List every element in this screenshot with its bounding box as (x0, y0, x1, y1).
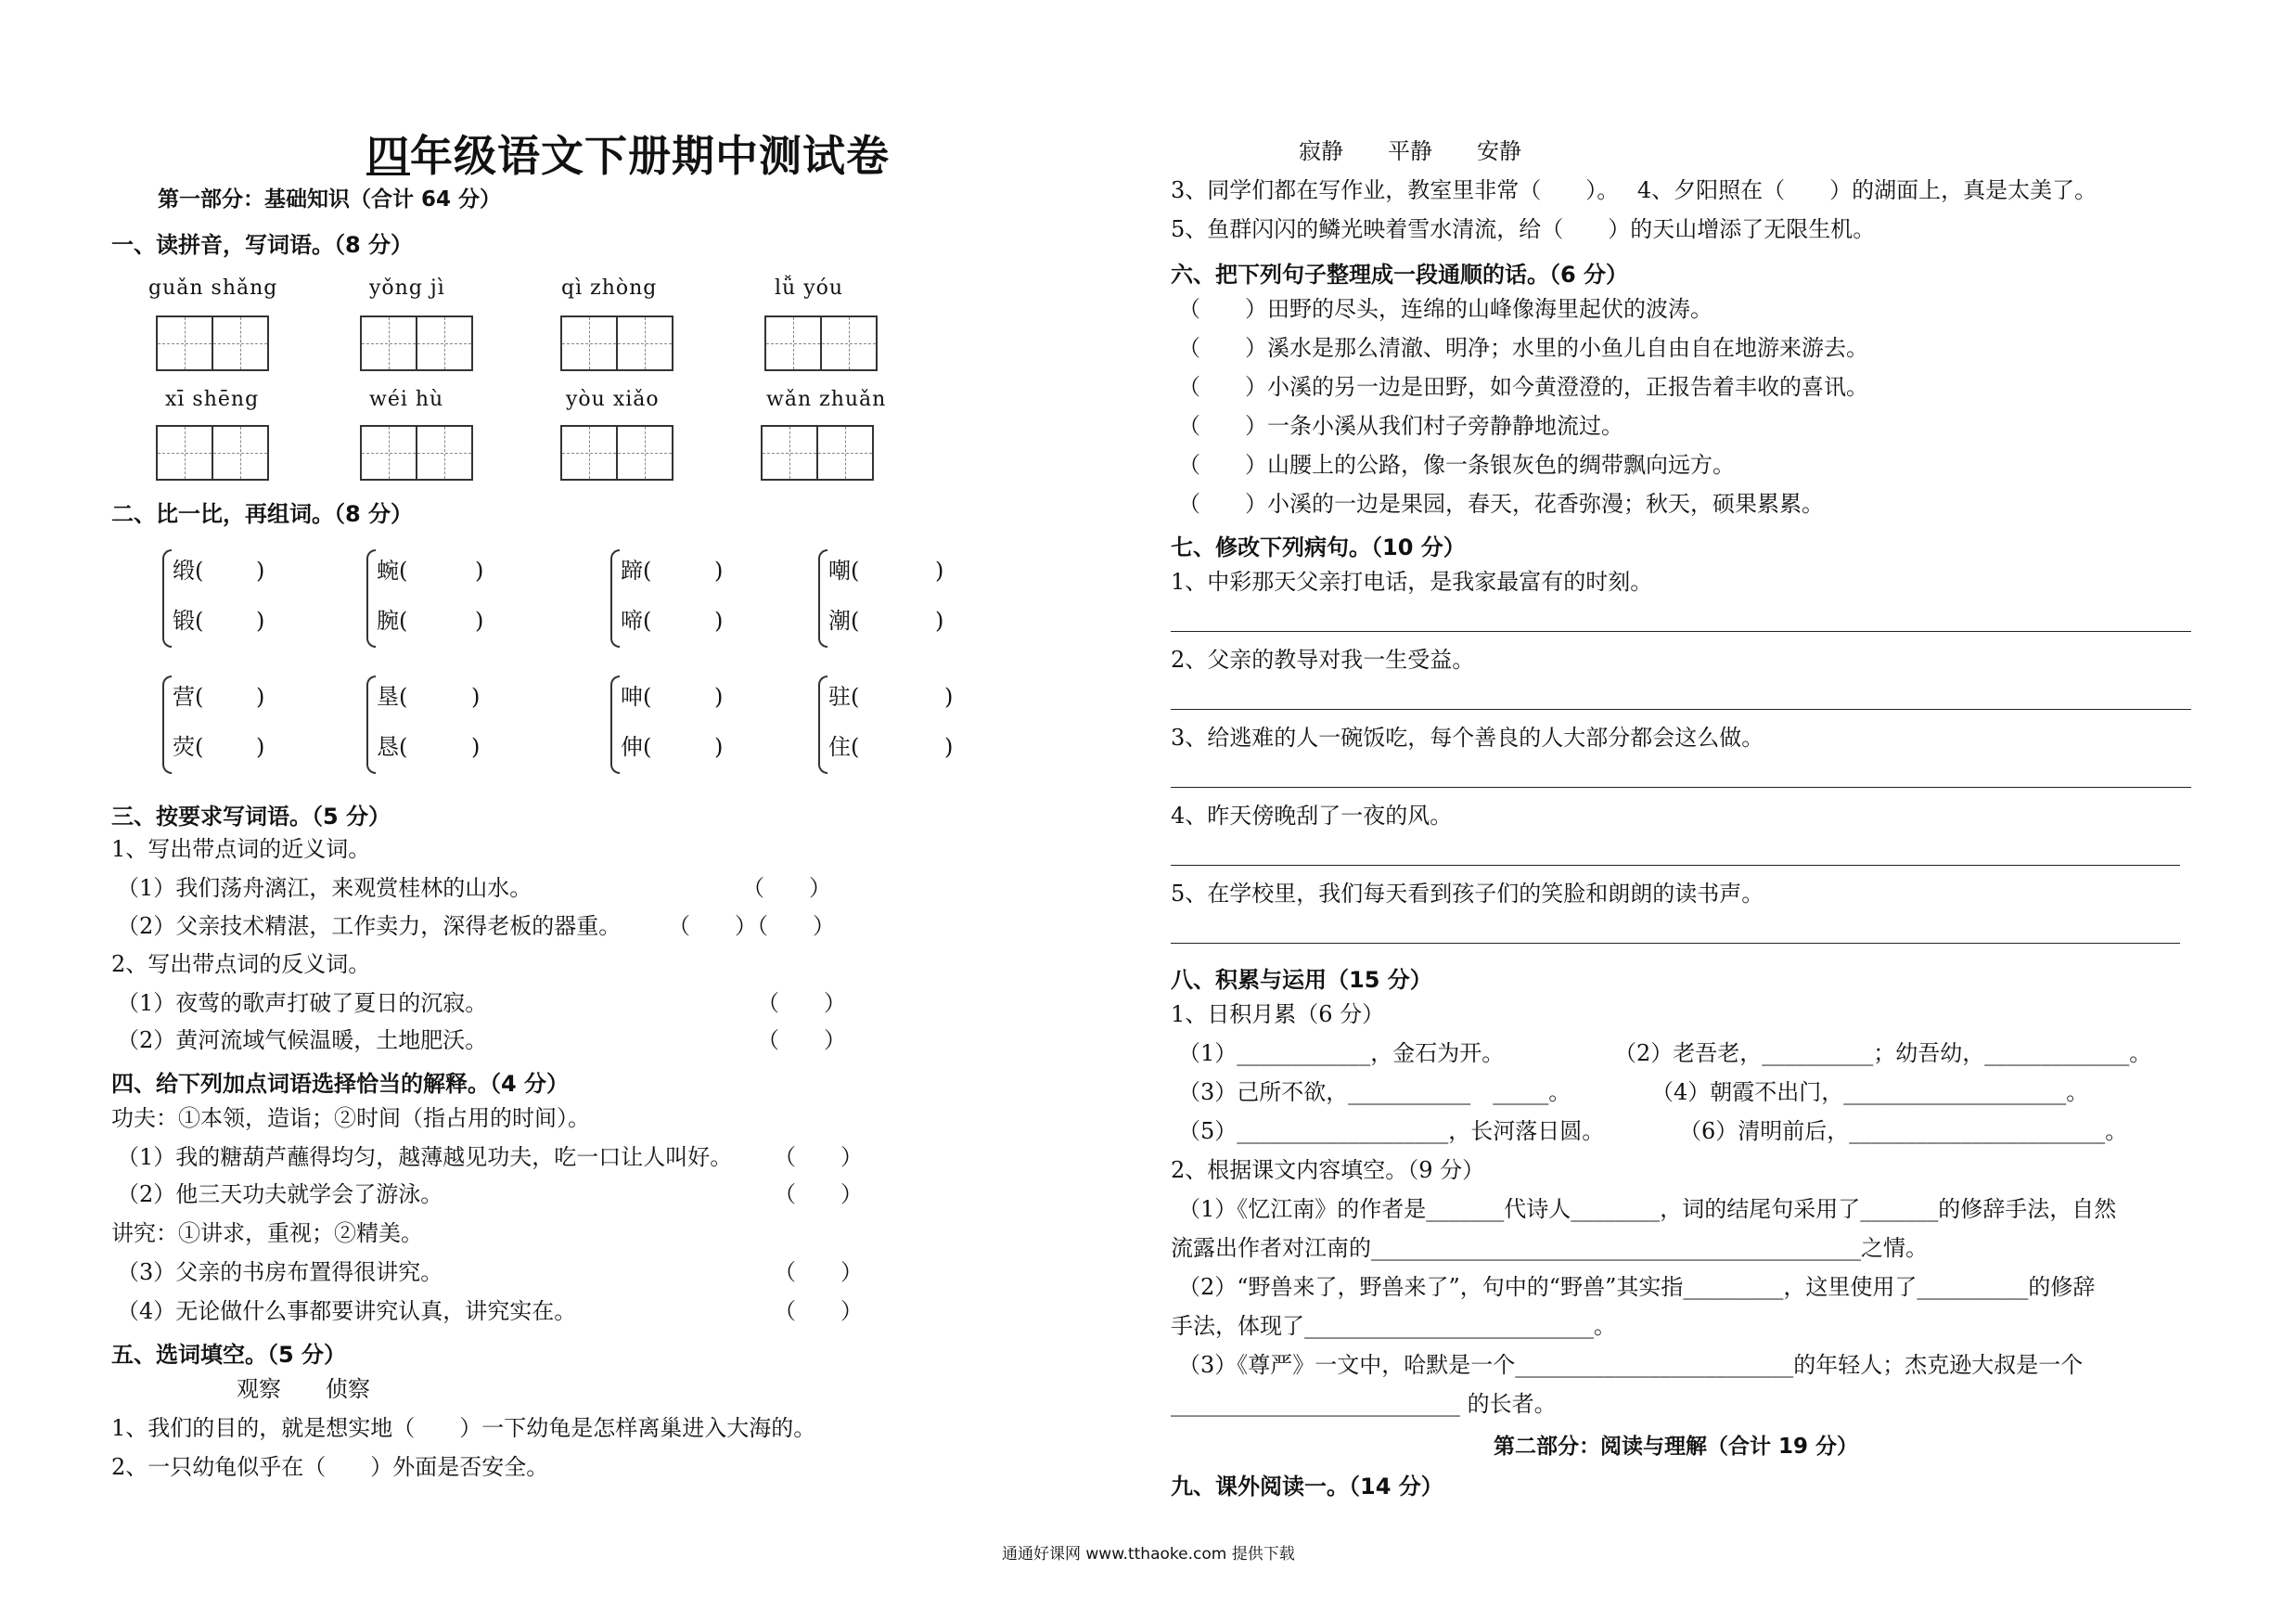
list-item: （ ）一条小溪从我们村子旁静静地流过。 (1178, 413, 1623, 439)
compare-char: 荧( (173, 734, 204, 760)
char-grid-8[interactable] (761, 425, 874, 481)
compare-char: 锻( (173, 608, 204, 634)
brace (818, 549, 827, 648)
answer-blank[interactable]: （ ） (774, 1259, 863, 1285)
compare-char: 驻( (828, 684, 860, 710)
part1-heading: 第一部分：基础知识（合计 64 分） (158, 187, 502, 212)
pinyin-3: qì zhòng (561, 277, 658, 300)
compare-char: 垦( (377, 684, 408, 710)
answer-line[interactable] (1171, 787, 2191, 788)
answer-blank[interactable]: （ ） (774, 1181, 863, 1207)
s4-heading: 四、给下列加点词语选择恰当的解释。（4 分） (111, 1071, 570, 1097)
s2-heading: 二、比一比，再组词。（8 分） (111, 501, 414, 527)
compare-char: 恳( (377, 734, 408, 760)
compare-char: 营( (173, 684, 204, 710)
brace (366, 549, 376, 648)
answer-blank[interactable]: （ ） (774, 1144, 863, 1170)
brace (366, 676, 376, 774)
answer-line[interactable] (1171, 709, 2191, 710)
compare-char: 啼( (621, 608, 652, 634)
list-item: （ ）山腰上的公路，像一条银灰色的绸带飘向远方。 (1178, 452, 1735, 478)
char-grid-7[interactable] (560, 425, 673, 481)
pinyin-2: yǒng jì (369, 277, 445, 300)
brace (162, 676, 172, 774)
s1-heading: 一、读拼音，写词语。（8 分） (111, 232, 414, 258)
word-choices: 寂静 平静 安静 (1299, 138, 1521, 164)
brace (610, 676, 620, 774)
list-item: （ ）溪水是那么清澈、明净；水里的小鱼儿自由自在地游来游去。 (1178, 335, 1868, 361)
answer-blank[interactable]: （ ） (774, 1298, 863, 1324)
answer-blank[interactable]: （ ） (757, 990, 846, 1016)
s3-heading: 三、按要求写词语。（5 分） (111, 804, 391, 830)
brace (610, 549, 620, 648)
brace (162, 549, 172, 648)
compare-char: 腕( (377, 608, 408, 634)
pinyin-7: yòu xiǎo (566, 388, 660, 411)
char-grid-2[interactable] (360, 315, 473, 371)
word-choices: 观察 侦察 (237, 1376, 370, 1402)
list-item: （ ）田野的尽头，连绵的山峰像海里起伏的波涛。 (1178, 296, 1712, 322)
pinyin-1: guǎn shǎng (148, 277, 278, 300)
compare-char: 伸( (621, 734, 652, 760)
char-grid-6[interactable] (360, 425, 473, 481)
page-footer: 通通好课网 www.tthaoke.com 提供下载 (1002, 1545, 1295, 1564)
compare-char: 呻( (621, 684, 652, 710)
page-title: 四年级语文下册期中测试卷 (366, 131, 890, 181)
compare-char: 嘲( (828, 558, 860, 584)
part2-heading: 第二部分：阅读与理解（合计 19 分） (1494, 1435, 1859, 1459)
compare-char: 蹄( (621, 558, 652, 584)
char-grid-5[interactable] (156, 425, 269, 481)
s5-heading: 五、选词填空。（5 分） (111, 1342, 347, 1368)
pinyin-5: xī shēng (165, 388, 260, 411)
pinyin-8: wǎn zhuǎn (766, 388, 887, 411)
list-item: （ ）小溪的一边是果园，春天，花香弥漫；秋天，硕果累累。 (1178, 491, 1824, 517)
answer-line[interactable] (1171, 943, 2180, 944)
compare-char: 蜿( (377, 558, 408, 584)
compare-char: 潮( (828, 608, 860, 634)
char-grid-3[interactable] (560, 315, 673, 371)
answer-line[interactable] (1171, 631, 2191, 632)
answer-blank[interactable]: （ ） (757, 1027, 846, 1053)
brace (818, 676, 827, 774)
s7-heading: 七、修改下列病句。（10 分） (1171, 534, 1466, 560)
compare-char: 缎( (173, 558, 204, 584)
s8-heading: 八、积累与运用（15 分） (1171, 967, 1432, 993)
compare-char: 住( (828, 734, 860, 760)
pinyin-6: wéi hù (369, 388, 444, 411)
answer-blank[interactable]: （ ） (742, 875, 831, 901)
answer-line[interactable] (1171, 865, 2180, 866)
s6-heading: 六、把下列句子整理成一段通顺的话。（6 分） (1171, 262, 1629, 288)
char-grid-1[interactable] (156, 315, 269, 371)
pinyin-4: lǚ yóu (775, 277, 844, 300)
char-grid-4[interactable] (764, 315, 878, 371)
answer-blank[interactable]: （ ）（ ） (668, 913, 835, 939)
list-item: （ ）小溪的另一边是田野，如今黄澄澄的，正报告着丰收的喜讯。 (1178, 374, 1868, 400)
s9-heading: 九、课外阅读一。（14 分） (1171, 1474, 1443, 1500)
